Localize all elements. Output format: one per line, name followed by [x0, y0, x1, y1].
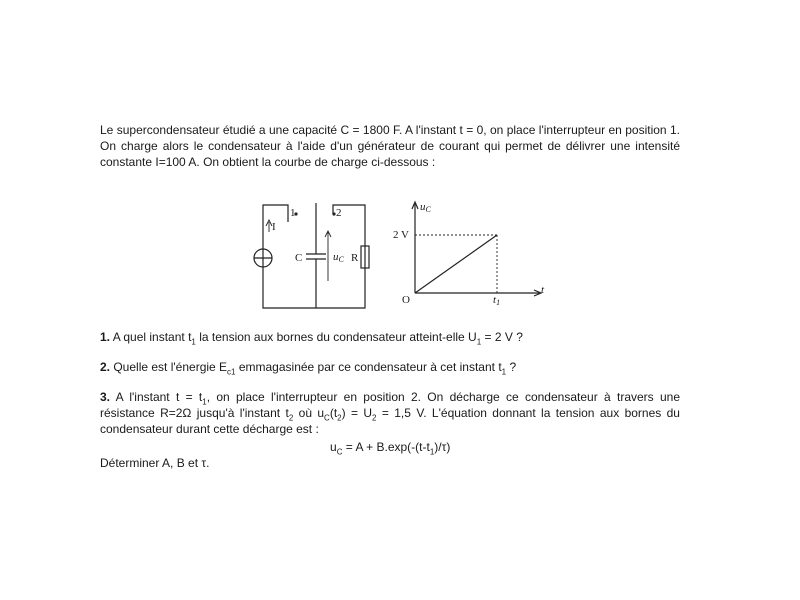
- q2-text-a: Quelle est l'énergie E: [110, 360, 228, 374]
- eq-text-a: u: [330, 440, 337, 454]
- charge-graph: [393, 201, 545, 307]
- uc-label: uC: [333, 251, 344, 264]
- q3-sub-b: 2: [288, 413, 294, 423]
- discharge-equation: [330, 440, 451, 457]
- graph-x-tick: t1: [493, 294, 501, 307]
- eq-text-c: )/τ): [434, 440, 451, 454]
- graph-y-tick: 2 V: [393, 229, 409, 241]
- q1-sub-a: 1: [191, 337, 196, 347]
- q1-text-b: la tension aux bornes du condensateur atteint-elle U: [195, 330, 477, 344]
- circuit-wire-outer: [263, 205, 365, 308]
- q3-text-b: , on place l'interrupteur en position 2. On décharge ce condensateur à travers une résistance R=2Ω jusqu'à l'instant t: [100, 390, 680, 420]
- q3-sub-a: 1: [202, 397, 207, 407]
- q3-text-a: A l'instant t = t: [110, 390, 203, 404]
- q3-sub-c: C: [324, 413, 330, 423]
- q2-text-c: ?: [506, 360, 517, 374]
- conclusion-text: Déterminer A, B et τ.: [100, 456, 210, 470]
- question-3-number: 3.: [100, 390, 111, 404]
- eq-text-b: = A + B.exp(-(t-t: [342, 440, 430, 454]
- eq-sub-b: 1: [429, 447, 435, 457]
- graph-x-label: t: [541, 284, 545, 296]
- q3-text-d: (t: [329, 406, 338, 420]
- question-1: [100, 329, 680, 345]
- circuit-diagram: [254, 203, 369, 308]
- graph-origin: O: [402, 294, 410, 306]
- question-1-number: 1.: [100, 330, 111, 344]
- question-2-number: 2.: [100, 360, 111, 374]
- q2-sub-a: c1: [227, 367, 236, 377]
- q1-text-c: = 2 V ?: [481, 330, 523, 344]
- q3-text-e: ) = U: [341, 406, 373, 420]
- q2-text-b: emmagasinée par ce condensateur à cet instant t: [235, 360, 502, 374]
- charge-curve: [415, 235, 497, 293]
- switch-label-1: 1: [290, 207, 296, 219]
- resistor-label: R: [351, 252, 359, 264]
- q3-sub-e: 2: [372, 413, 377, 423]
- question-3: [100, 389, 680, 437]
- intro-text: Le supercondensateur étudié a une capacité C = 1800 F. A l'instant t = 0, on place l'interrupteur en position 1. On charge alors le condensateur à l'aide d'un générateur de courant qui permet de délivrer une intensité constante I=100 A. On obtient la courbe de charge ci-dessous :: [100, 123, 680, 169]
- eq-sub-a: C: [336, 447, 343, 457]
- q3-text-f: = 1,5 V. L'équation donnant la tension aux bornes du condensateur durant cette décharge est :: [100, 406, 680, 436]
- q1-sub-b: 1: [476, 337, 482, 347]
- switch-label-2: 2: [336, 207, 342, 219]
- q3-text-c: où u: [293, 406, 325, 420]
- capacitor-label: C: [295, 252, 303, 264]
- graph-y-label: uC: [420, 201, 431, 214]
- q1-text-a: A quel instant t: [110, 330, 192, 344]
- q3-sub-d: 2: [337, 413, 342, 423]
- question-2: [100, 359, 680, 375]
- current-label: I: [272, 221, 276, 233]
- q2-sub-b: 1: [501, 367, 507, 377]
